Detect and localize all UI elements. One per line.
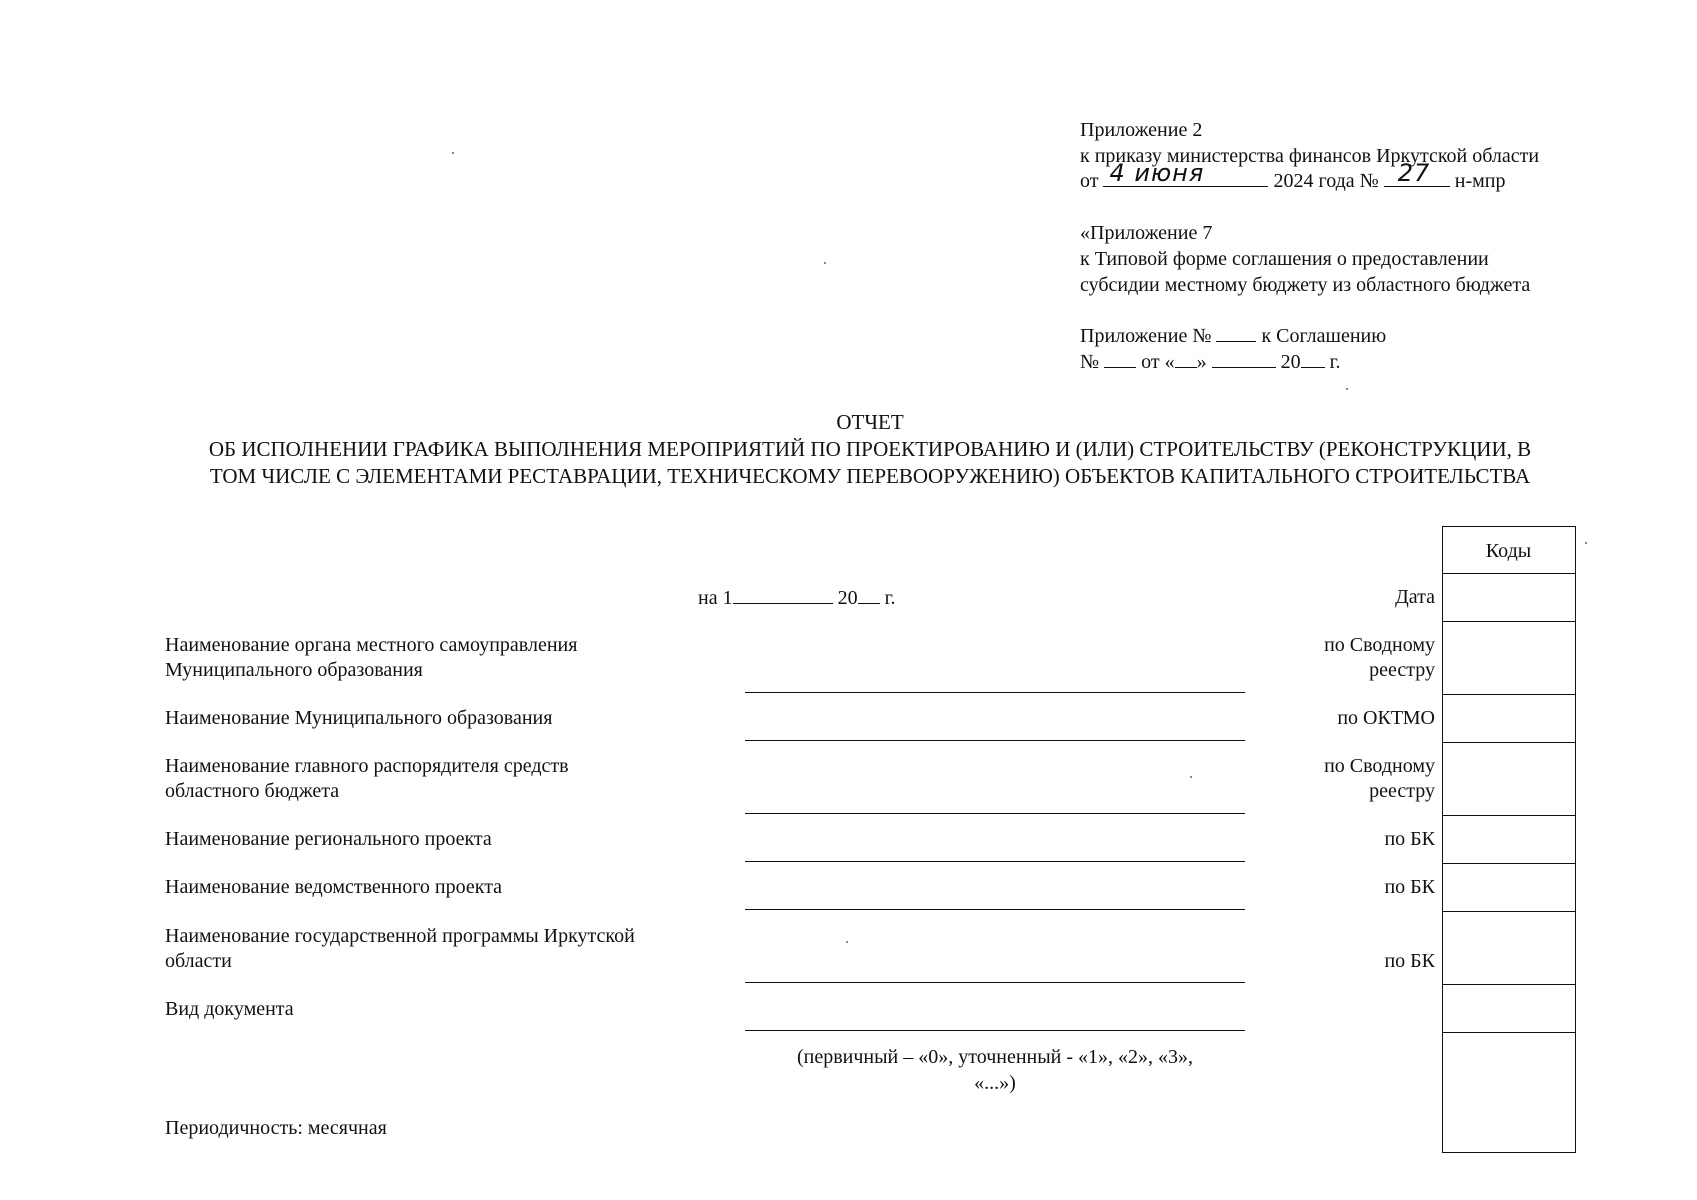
- code-bk1-label: по БК: [1384, 828, 1435, 850]
- agreement-month-blank: [1212, 349, 1276, 368]
- from-prefix: от: [1080, 170, 1099, 192]
- agreement-year-blank: [1301, 349, 1325, 368]
- report-date-blank: [733, 585, 833, 604]
- agreement-appendix-prefix: Приложение №: [1080, 325, 1212, 347]
- codes-rule: [1443, 742, 1575, 743]
- codes-rule: [1443, 1032, 1575, 1033]
- code-svod-label-line2: реестру: [1369, 659, 1435, 681]
- doc-type-label: Вид документа: [165, 998, 294, 1020]
- departmental-project-label: Наименование ведомственного проекта: [165, 876, 503, 898]
- order-number-blank: [1384, 159, 1450, 187]
- order-date-line: [1080, 159, 1506, 194]
- gov-manager-label-line1: Наименование главного распорядителя средств: [165, 755, 569, 777]
- agreement-appendix-number-blank: [1216, 323, 1256, 342]
- codes-rule: [1443, 863, 1575, 864]
- report-year-suffix: г.: [884, 587, 896, 609]
- scan-speck: [824, 262, 826, 264]
- handwritten-number: 27: [1397, 159, 1431, 187]
- local-gov-input-line[interactable]: [745, 692, 1245, 693]
- report-subtitle-line2: ТОМ ЧИСЛЕ С ЭЛЕМЕНТАМИ РЕСТАВРАЦИИ, ТЕХНИЧЕСКОМУ ПЕРЕВООРУЖЕНИЮ) ОБЪЕКТОВ КАПИТАЛЬНОГО СТРОИТЕЛЬСТВА: [209, 464, 1531, 488]
- periodicity-label: Периодичность: месячная: [165, 1117, 387, 1139]
- scan-speck: [1346, 388, 1348, 390]
- scan-speck: [1190, 776, 1192, 778]
- report-title: ОТЧЕТ: [836, 410, 904, 434]
- agreement-appendix-suffix: к Соглашению: [1261, 325, 1387, 347]
- codes-rule: [1443, 815, 1575, 816]
- order-reference: к приказу министерства финансов Иркутской области: [1080, 145, 1540, 167]
- code-date-label: Дата: [1395, 586, 1435, 608]
- appendix-7-label: «Приложение 7: [1080, 222, 1213, 244]
- order-date-blank: [1103, 159, 1268, 187]
- scan-speck: [452, 152, 454, 154]
- regional-project-label: Наименование регионального проекта: [165, 828, 492, 850]
- code-svod2-label-line2: реестру: [1369, 780, 1435, 802]
- handwritten-date: 4 июня: [1109, 159, 1205, 187]
- code-bk3-label: по БК: [1384, 950, 1435, 972]
- scan-speck: [846, 941, 848, 943]
- codes-rule: [1443, 694, 1575, 695]
- agreement-quote-close: »: [1196, 351, 1207, 373]
- municipality-label: Наименование Муниципального образования: [165, 707, 553, 729]
- regional-project-input-line[interactable]: [745, 861, 1245, 862]
- agreement-from-label: от «: [1141, 351, 1175, 373]
- report-year-prefix: 20: [837, 587, 858, 609]
- code-oktmo-label: по ОКТМО: [1337, 707, 1435, 729]
- order-number-suffix: н-мпр: [1454, 170, 1506, 192]
- report-date-prefix: на 1: [698, 587, 733, 609]
- agreement-year-suffix: г.: [1329, 351, 1341, 373]
- codes-header: Коды: [1485, 540, 1532, 562]
- appendix-7-line3: субсидии местному бюджету из областного бюджета: [1080, 274, 1531, 296]
- state-program-input-line[interactable]: [745, 982, 1245, 983]
- doc-type-input-line[interactable]: [745, 1030, 1245, 1031]
- appendix-2-label: Приложение 2: [1080, 119, 1203, 141]
- state-program-label-line1: Наименование государственной программы Иркутской: [165, 925, 635, 947]
- agreement-number-prefix: №: [1080, 351, 1100, 373]
- municipality-input-line[interactable]: [745, 740, 1245, 741]
- local-gov-label-line1: Наименование органа местного самоуправления: [165, 634, 578, 656]
- order-year: 2024 года №: [1273, 170, 1379, 192]
- gov-manager-input-line[interactable]: [745, 813, 1245, 814]
- report-year-blank: [858, 585, 880, 604]
- codes-rule: [1443, 573, 1575, 574]
- local-gov-label-line2: Муниципального образования: [165, 659, 423, 681]
- agreement-year-prefix: 20: [1280, 351, 1301, 373]
- agreement-day-blank: [1175, 349, 1197, 368]
- doc-type-hint-line1: (первичный – «0», уточненный - «1», «2», «3»,: [796, 1046, 1194, 1068]
- state-program-label-line2: области: [165, 950, 232, 972]
- codes-rule: [1443, 911, 1575, 912]
- codes-rule: [1443, 621, 1575, 622]
- report-date-line: [698, 585, 896, 611]
- code-svod2-label-line1: по Сводному: [1324, 755, 1435, 777]
- doc-type-hint-line2: «...»): [974, 1072, 1016, 1094]
- departmental-project-input-line[interactable]: [745, 909, 1245, 910]
- report-subtitle-line1: ОБ ИСПОЛНЕНИИ ГРАФИКА ВЫПОЛНЕНИЯ МЕРОПРИЯТИЙ ПО ПРОЕКТИРОВАНИЮ И (ИЛИ) СТРОИТЕЛЬСТВУ (РЕКОНСТРУКЦИИ, В: [208, 437, 1532, 461]
- code-svod-label-line1: по Сводному: [1324, 634, 1435, 656]
- appendix-7-line2: к Типовой форме соглашения о предоставлении: [1080, 248, 1489, 270]
- agreement-number-blank: [1104, 349, 1136, 368]
- code-bk2-label: по БК: [1384, 876, 1435, 898]
- gov-manager-label-line2: областного бюджета: [165, 780, 340, 802]
- codes-rule: [1443, 984, 1575, 985]
- agreement-number-line: [1080, 349, 1341, 375]
- codes-table: [1442, 526, 1576, 1153]
- scan-speck: [1585, 542, 1587, 544]
- agreement-appendix-line: [1080, 323, 1386, 349]
